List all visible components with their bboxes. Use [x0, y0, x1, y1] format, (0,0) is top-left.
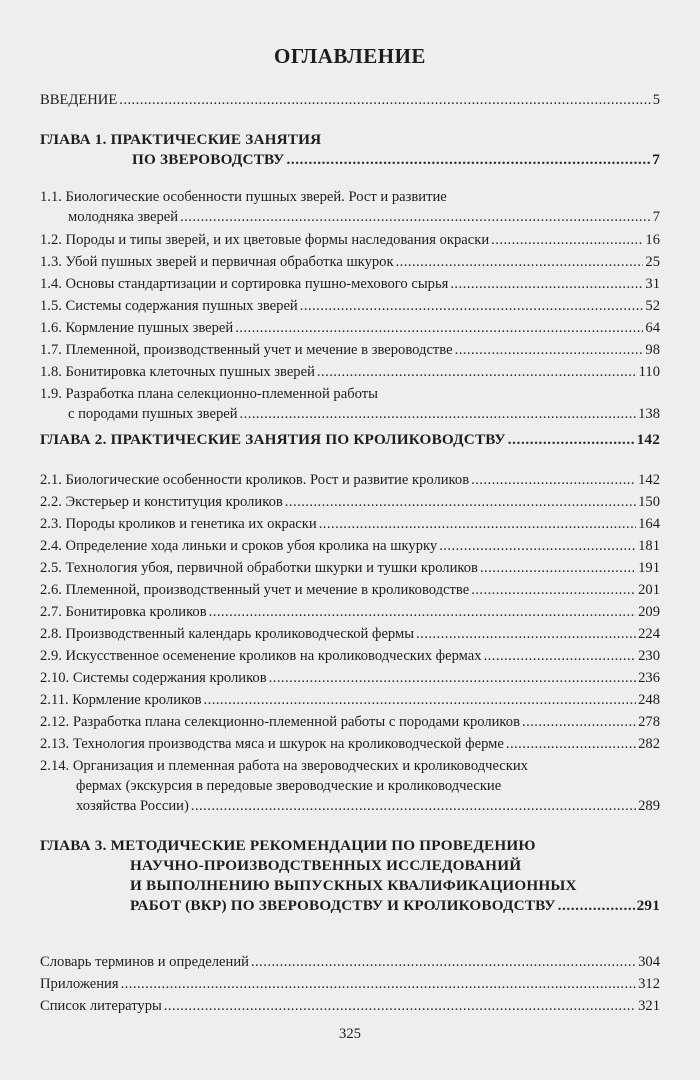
toc-entry-2-12	[40, 712, 660, 732]
toc-entry-text: Словарь терминов и определений	[40, 954, 249, 970]
chapter-3-heading: ГЛАВА 3. МЕТОДИЧЕСКИЕ РЕКОМЕНДАЦИИ ПО ПРОВЕДЕНИЮ	[40, 837, 536, 854]
toc-entry-text: 1.2. Породы и типы зверей, и их цветовые формы наследования окраски	[40, 232, 490, 248]
toc-page-number: 7	[652, 151, 660, 168]
toc-entry-2-14: 2.14. Организация и племенная работа на звероводческих и кролиководческих	[40, 758, 528, 774]
dot-leader	[121, 974, 637, 994]
toc-entry-1-8	[40, 362, 660, 382]
toc-entry-1-3	[40, 252, 660, 272]
dot-leader	[439, 536, 636, 556]
toc-entry-2-3	[40, 514, 660, 534]
dot-leader	[300, 296, 644, 316]
dot-leader	[491, 230, 643, 250]
toc-page-number: 278	[638, 714, 660, 730]
toc-page-number: 5	[652, 92, 660, 108]
toc-page-number: 25	[645, 254, 660, 270]
chapter-1-heading-cont: ПО ЗВЕРОВОДСТВУ	[132, 151, 285, 168]
toc-entry-text: 2.3. Породы кроликов и генетика их окраски	[40, 516, 317, 532]
toc-entry-text: 1.7. Племенной, производственный учет и мечение в звероводстве	[40, 342, 453, 358]
toc-page-number: 52	[645, 298, 660, 314]
toc-entry-text: 1.5. Системы содержания пушных зверей	[40, 298, 298, 314]
dot-leader	[508, 430, 635, 450]
toc-entry-2-8	[40, 624, 660, 644]
toc-entry-text: 2.6. Племенной, производственный учет и мечение в кролиководстве	[40, 582, 470, 598]
toc-entry-text: 1.4. Основы стандартизации и сортировка пушно-мехового сырья	[40, 276, 449, 292]
toc-page-number: 209	[638, 604, 660, 620]
chapter-1-heading: ГЛАВА 1. ПРАКТИЧЕСКИЕ ЗАНЯТИЯ	[40, 131, 322, 148]
toc-page-number: 110	[638, 364, 660, 380]
toc-page-number: 312	[638, 976, 660, 992]
dot-leader	[317, 362, 637, 382]
toc-page-number: 7	[652, 209, 660, 225]
dot-leader	[506, 734, 636, 754]
toc-page-number: 321	[638, 998, 660, 1014]
toc-entry-2-14-cont: фермах (экскурсия в передовые звероводческие и кролиководческие	[76, 778, 502, 794]
toc-entry-1-7	[40, 340, 660, 360]
dot-leader	[204, 690, 637, 710]
toc-entry-chapter-1	[132, 150, 660, 170]
dot-leader	[180, 207, 651, 227]
dot-leader	[164, 996, 636, 1016]
dot-leader	[455, 340, 644, 360]
dot-leader	[209, 602, 636, 622]
dot-leader	[471, 470, 636, 490]
toc-entry-2-1	[40, 470, 660, 490]
dot-leader	[286, 150, 650, 170]
toc-page-number: 16	[645, 232, 660, 248]
toc-entry-text: 2.13. Технология производства мяса и шкурок на кролиководческой ферме	[40, 736, 504, 752]
toc-entry-1-6	[40, 318, 660, 338]
toc-entry-text: 2.2. Экстерьер и конституция кроликов	[40, 494, 283, 510]
toc-entry-references	[40, 996, 660, 1016]
toc-entry-2-5	[40, 558, 660, 578]
dot-leader	[480, 558, 636, 578]
toc-entry-text: 1.6. Кормление пушных зверей	[40, 320, 234, 336]
toc-entry-text: 2.12. Разработка плана селекционно-племенной работы с породами кроликов	[40, 714, 520, 730]
toc-entry-2-7	[40, 602, 660, 622]
toc-entry-text: молодняка зверей	[68, 209, 179, 225]
toc-entry-text: ВВЕДЕНИЕ	[40, 92, 118, 108]
toc-page-number: 282	[638, 736, 660, 752]
chapter-3-heading-line-4: РАБОТ (ВКР) ПО ЗВЕРОВОДСТВУ И КРОЛИКОВОДСТВУ	[130, 897, 556, 914]
toc-entry-1-4	[40, 274, 660, 294]
toc-entry-2-14-end	[76, 796, 660, 816]
toc-entry-text: с породами пушных зверей	[68, 406, 238, 422]
toc-page-number: 31	[645, 276, 660, 292]
toc-entry-glossary	[40, 952, 660, 972]
toc-entry-chapter-3	[130, 896, 660, 916]
toc-entry-text: 2.9. Искусственное осеменение кроликов на кролиководческих фермах	[40, 648, 482, 664]
dot-leader	[416, 624, 636, 644]
toc-entry-text: 2.8. Производственный календарь кролиководческой фермы	[40, 626, 415, 642]
toc-page-number: 289	[638, 798, 660, 814]
toc-entry-chapter-2	[40, 430, 660, 450]
toc-page-number: 142	[636, 431, 660, 448]
toc-page-number: 201	[638, 582, 660, 598]
page-number: 325	[339, 1026, 361, 1042]
toc-entry-2-13	[40, 734, 660, 754]
chapter-3-heading-line-2: НАУЧНО-ПРОИЗВОДСТВЕННЫХ ИССЛЕДОВАНИЙ	[130, 857, 522, 874]
toc-entry-1-1: 1.1. Биологические особенности пушных зверей. Рост и развитие	[40, 189, 447, 205]
toc-entry-1-2	[40, 230, 660, 250]
chapter-3-heading-line-3: И ВЫПОЛНЕНИЮ ВЫПУСКНЫХ КВАЛИФИКАЦИОННЫХ	[130, 877, 577, 894]
toc-entry-2-6	[40, 580, 660, 600]
toc-page-number: 164	[638, 516, 660, 532]
dot-leader	[119, 90, 650, 110]
toc-entry-1-9-cont	[68, 404, 660, 424]
toc-page-number: 291	[636, 897, 660, 914]
chapter-2-heading: ГЛАВА 2. ПРАКТИЧЕСКИЕ ЗАНЯТИЯ ПО КРОЛИКОВОДСТВУ	[40, 431, 506, 448]
dot-leader	[319, 514, 636, 534]
toc-entry-text: 2.7. Бонитировка кроликов	[40, 604, 207, 620]
toc-entry-appendices	[40, 974, 660, 994]
toc-page-number: 64	[645, 320, 660, 336]
toc-entry-intro	[40, 90, 660, 110]
dot-leader	[285, 492, 636, 512]
dot-leader	[240, 404, 637, 424]
toc-page-number: 224	[638, 626, 660, 642]
toc-entry-2-11	[40, 690, 660, 710]
toc-page-number: 230	[638, 648, 660, 664]
toc-entry-2-2	[40, 492, 660, 512]
toc-page-number: 191	[638, 560, 660, 576]
toc-entry-text: хозяйства России)	[76, 798, 189, 814]
toc-page-number: 98	[645, 342, 660, 358]
toc-page-number: 236	[638, 670, 660, 686]
toc-entry-text: 2.10. Системы содержания кроликов	[40, 670, 267, 686]
toc-page-number: 150	[638, 494, 660, 510]
dot-leader	[396, 252, 644, 272]
toc-entry-text: 2.1. Биологические особенности кроликов. Рост и развитие кроликов	[40, 472, 470, 488]
toc-entry-text: Список литературы	[40, 998, 162, 1014]
dot-leader	[450, 274, 643, 294]
dot-leader	[484, 646, 637, 666]
toc-page-number: 248	[638, 692, 660, 708]
toc-entry-text: 2.11. Кормление кроликов	[40, 692, 202, 708]
dot-leader	[269, 668, 636, 688]
toc-entry-1-9: 1.9. Разработка плана селекционно-племенной работы	[40, 386, 378, 402]
toc-entry-1-5	[40, 296, 660, 316]
dot-leader	[558, 896, 635, 916]
toc-page-number: 142	[638, 472, 660, 488]
toc-entry-text: 2.4. Определение хода линьки и сроков убоя кролика на шкурку	[40, 538, 438, 554]
toc-page-number: 304	[638, 954, 660, 970]
toc-entry-text: Приложения	[40, 976, 119, 992]
toc-page-number: 181	[638, 538, 660, 554]
toc-entry-2-9	[40, 646, 660, 666]
toc-entry-text: 2.5. Технология убоя, первичной обработки шкурки и тушки кроликов	[40, 560, 478, 576]
dot-leader	[191, 796, 636, 816]
dot-leader	[235, 318, 643, 338]
toc-entry-1-1-cont	[68, 207, 660, 227]
page-title: ОГЛАВЛЕНИЕ	[274, 44, 426, 68]
toc-entry-text: 1.3. Убой пушных зверей и первичная обработка шкурок	[40, 254, 394, 270]
dot-leader	[471, 580, 636, 600]
dot-leader	[522, 712, 636, 732]
toc-entry-2-10	[40, 668, 660, 688]
dot-leader	[251, 952, 636, 972]
toc-entry-2-4	[40, 536, 660, 556]
toc-entry-text: 1.8. Бонитировка клеточных пушных зверей	[40, 364, 315, 380]
toc-page-number: 138	[638, 406, 660, 422]
